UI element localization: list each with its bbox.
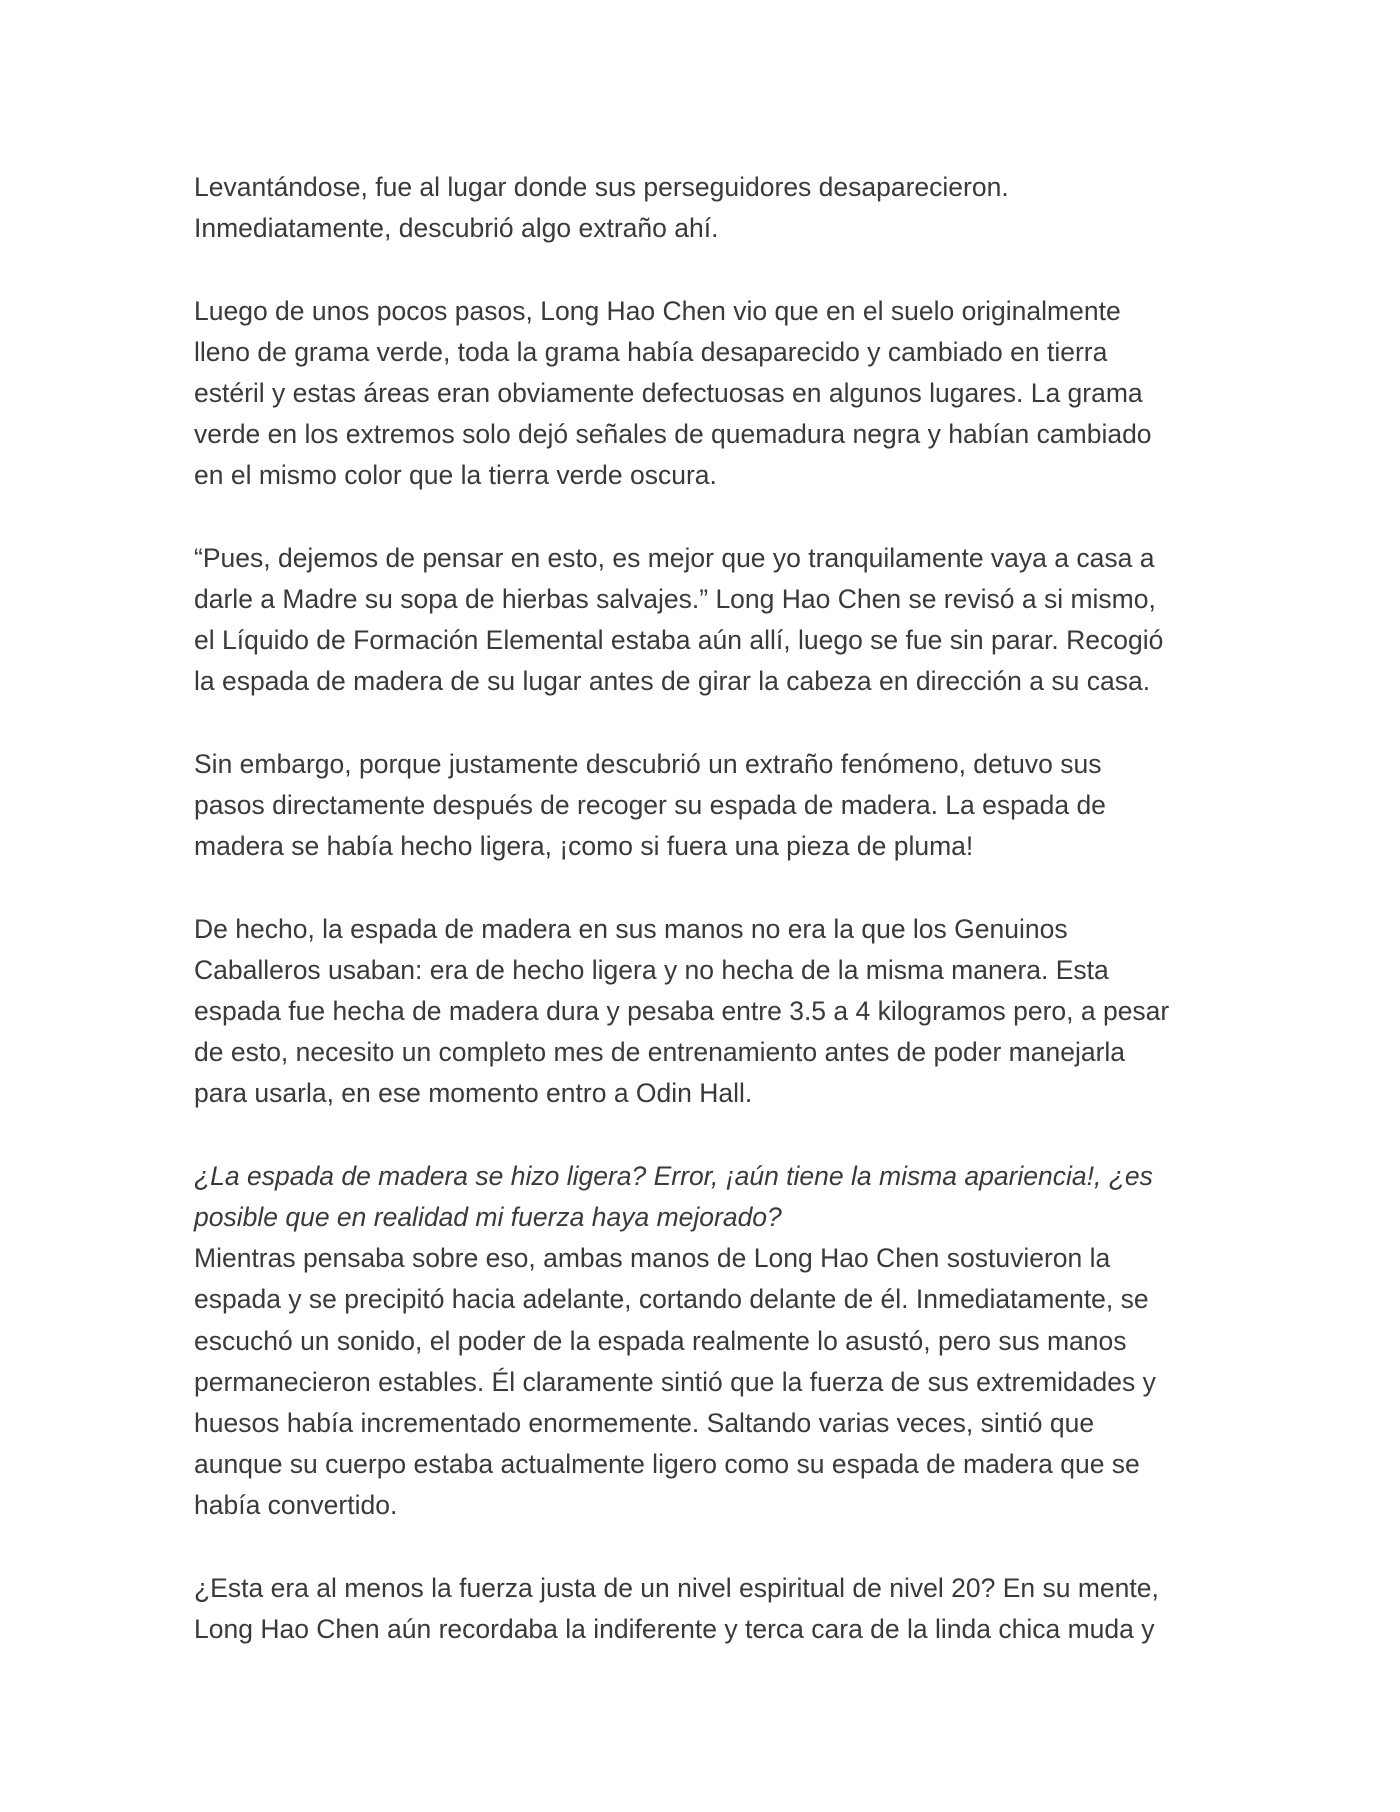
text-line: permanecieron estables. Él claramente sintió que la fuerza de sus extremidades y xyxy=(194,1366,1156,1397)
text-line: estéril y estas áreas eran obviamente defectuosas en algunos lugares. La grama xyxy=(194,378,1143,408)
text-line: darle a Madre su sopa de hierbas salvajes.” Long Hao Chen se revisó a si mismo, xyxy=(194,584,1156,614)
text-line: “Pues, dejemos de pensar en esto, es mejor que yo tranquilamente vaya a casa a xyxy=(194,542,1155,573)
text-line: pasos directamente después de recoger su espada de madera. La espada de xyxy=(194,790,1106,820)
text-line: Mientras pensaba sobre eso, ambas manos de Long Hao Chen sostuvieron la xyxy=(194,1243,1111,1274)
text-line: verde en los extremos solo dejó señales de quemadura negra y habían cambiado xyxy=(194,419,1152,450)
paragraph-4 xyxy=(194,744,1224,868)
text-line: Levantándose, fue al lugar donde sus perseguidores desaparecieron. xyxy=(194,172,1009,202)
text-line: espada y se precipitó hacia adelante, cortando delante de él. Inmediatamente, se xyxy=(194,1284,1149,1315)
paragraph-3 xyxy=(194,538,1224,703)
text-line: De hecho, la espada de madera en sus manos no era la que los Genuinos xyxy=(194,913,1068,944)
text-line: Luego de unos pocos pasos, Long Hao Chen vio que en el suelo originalmente xyxy=(194,295,1121,326)
paragraph-6-thought xyxy=(194,1156,1224,1238)
text-line: madera se había hecho ligera, ¡como si fuera una pieza de pluma! xyxy=(194,831,974,862)
text-line: escuchó un sonido, el poder de la espada realmente lo asustó, pero sus manos xyxy=(194,1325,1127,1356)
text-line: el Líquido de Formación Elemental estaba aún allí, luego se fue sin parar. Recogió xyxy=(194,625,1164,656)
text-line: ¿Esta era al menos la fuerza justa de un nivel espiritual de nivel 20? En su mente, xyxy=(194,1572,1159,1603)
text-line: Sin embargo, porque justamente descubrió un extraño fenómeno, detuvo sus xyxy=(194,748,1102,779)
text-line: huesos había incrementado enormemente. Saltando varias veces, sintió que xyxy=(194,1408,1095,1439)
text-line: lleno de grama verde, toda la grama había desaparecido y cambiado en tierra xyxy=(194,336,1108,367)
text-line: Inmediatamente, descubrió algo extraño ahí. xyxy=(194,213,719,244)
text-line: había convertido. xyxy=(194,1490,398,1521)
paragraph-2 xyxy=(194,291,1224,497)
text-line: ¿La espada de madera se hizo ligera? Error, ¡aún tiene la misma apariencia!, ¿es xyxy=(194,1160,1153,1191)
text-line: posible que en realidad mi fuerza haya mejorado? xyxy=(194,1202,782,1232)
text-line: de esto, necesito un completo mes de entrenamiento antes de poder manejarla xyxy=(194,1037,1126,1068)
text-line: la espada de madera de su lugar antes de girar la cabeza en dirección a su casa. xyxy=(194,666,1151,697)
document-page xyxy=(194,167,1224,1691)
text-line: espada fue hecha de madera dura y pesaba entre 3.5 a 4 kilogramos pero, a pesar xyxy=(194,996,1170,1026)
text-line: para usarla, en ese momento entro a Odin Hall. xyxy=(194,1078,753,1109)
text-line: Caballeros usaban: era de hecho ligera y no hecha de la misma manera. Esta xyxy=(194,954,1109,985)
text-line: aunque su cuerpo estaba actualmente ligero como su espada de madera que se xyxy=(194,1449,1140,1480)
paragraph-5 xyxy=(194,909,1224,1115)
text-line: en el mismo color que la tierra verde oscura. xyxy=(194,460,717,491)
paragraph-8 xyxy=(194,1568,1224,1650)
text-line: Long Hao Chen aún recordaba la indiferente y terca cara de la linda chica muda y xyxy=(194,1614,1155,1645)
paragraph-7 xyxy=(194,1238,1224,1526)
paragraph-1 xyxy=(194,167,1224,249)
